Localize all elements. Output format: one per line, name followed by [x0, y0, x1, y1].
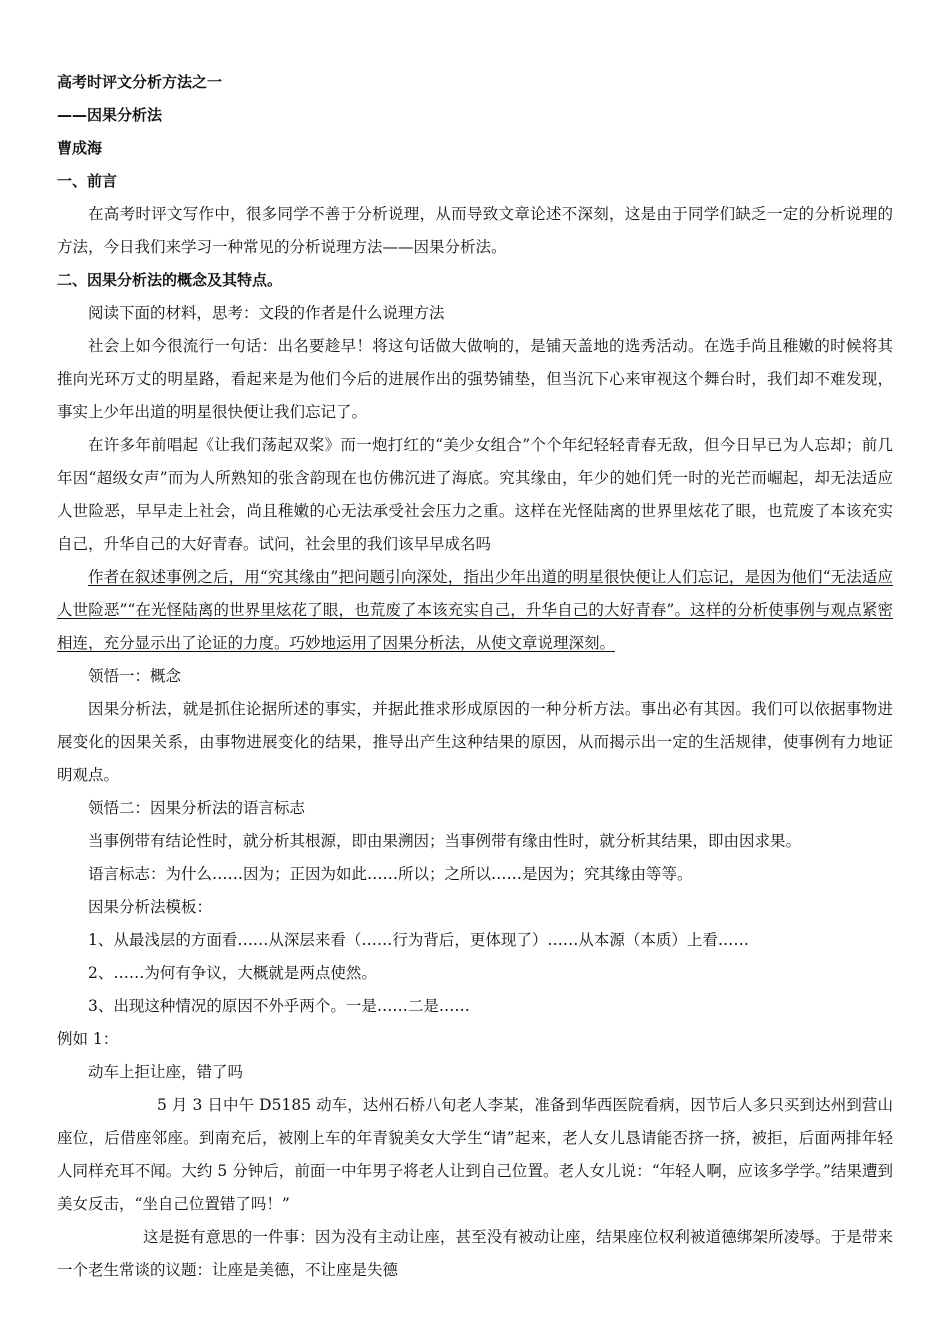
insight-1-heading: 领悟一：概念 [88, 667, 182, 685]
insight-2-heading: 领悟二：因果分析法的语言标志 [88, 799, 306, 817]
template-item: 2、……为何有争议，大概就是两点使然。 [88, 964, 377, 982]
section-1-paragraph: 在高考时评文写作中，很多同学不善于分析说理，从而导致文章论述不深刻，这是由于同学们缺乏一定的分析说理的方法，今日我们来学习一种常见的分析说理方法——因果分析法。 [57, 205, 893, 256]
example-label: 例如 1： [57, 1030, 119, 1048]
template-heading: 因果分析法模板： [88, 898, 213, 916]
document-page [57, 66, 893, 1287]
insight-2-line-1: 当事例带有结论性时，就分析其根源，即由果溯因；当事例带有缘由性时，就分析其结果，即由因求果。 [88, 832, 802, 850]
template-item: 1、从最浅层的方面看……从深层来看（……行为背后，更体现了）……从本源（本质）上看…… [88, 931, 749, 949]
example-title: 动车上拒让座，错了吗 [88, 1063, 244, 1081]
author-name: 曹成海 [57, 139, 103, 157]
material-paragraph-2: 在许多年前唱起《让我们荡起双桨》而一炮打红的“美少女组合”个个年纪轻轻青春无敌，但今日早已为人忘却；前几年因“超级女声”而为人所熟知的张含韵现在也仿佛沉进了海底。究其缘由，年少的她们凭一时的光芒而崛起，却无法适应人世险恶，早早走上社会，尚且稚嫩的心无法承受社会压力之重。这样在光怪陆离的世界里炫花了眼，也荒废了本该充实自己，升华自己的大好青春。试问，社会里的我们该早早成名吗 [57, 436, 893, 553]
insight-2-line-2: 语言标志：为什么……因为；正因为如此……所以；之所以……是因为；究其缘由等等。 [88, 865, 693, 883]
section-1-heading: 一、前言 [57, 172, 118, 190]
document-subtitle: ——因果分析法 [57, 106, 163, 124]
section-2-heading: 二、因果分析法的概念及其特点。 [57, 271, 283, 289]
example-paragraph: 5 月 3 日中午 D5185 动车，达州石桥八旬老人李某，准备到华西医院看病，因节后人多只买到达州到营山座位，后借座邻座。到南充后，被刚上车的年青貌美女大学生“请”起来，老人女儿恳请能否挤一挤，被拒，后面两排年轻人同样充耳不闻。大约 5 分钟后，前面一中年男子将老人让到自己位置。老人女儿说：“年轻人啊，应该多学学。”结果遭到美女反击，“坐自己位置错了吗！” [57, 1096, 893, 1213]
example-comment: 这是挺有意思的一件事：因为没有主动让座，甚至没有被动让座，结果座位权利被道德绑架所凌辱。于是带来一个老生常谈的议题：让座是美德，不让座是失德 [57, 1228, 893, 1279]
reading-prompt: 阅读下面的材料，思考：文段的作者是什么说理方法 [88, 304, 445, 322]
document-title: 高考时评文分析方法之一 [57, 73, 223, 91]
template-item: 3、出现这种情况的原因不外乎两个。一是……二是…… [88, 997, 470, 1015]
material-paragraph-1: 社会上如今很流行一句话：出名要趁早！将这句话做大做响的，是铺天盖地的选秀活动。在选手尚且稚嫩的时候将其推向光环万丈的明星路，看起来是为他们今后的进展作出的强势铺垫，但当沉下心来审视这个舞台时，我们却不难发现，事实上少年出道的明星很快便让我们忘记了。 [57, 337, 893, 421]
insight-1-paragraph: 因果分析法，就是抓住论据所述的事实，并据此推求形成原因的一种分析方法。事出必有其因。我们可以依据事物进展变化的因果关系，由事物进展变化的结果，推导出产生这种结果的原因，从而揭示出一定的生活规律，使事例有力地证明观点。 [57, 700, 893, 784]
analysis-paragraph: 作者在叙述事例之后，用“究其缘由”把问题引向深处，指出少年出道的明星很快便让人们忘记，是因为他们“无法适应人世险恶”“在光怪陆离的世界里炫花了眼，也荒废了本该充实自己，升华自己的大好青春”。这样的分析使事例与观点紧密相连，充分显示出了论证的力度。巧妙地运用了因果分析法，从使文章说理深刻。 [57, 568, 893, 652]
